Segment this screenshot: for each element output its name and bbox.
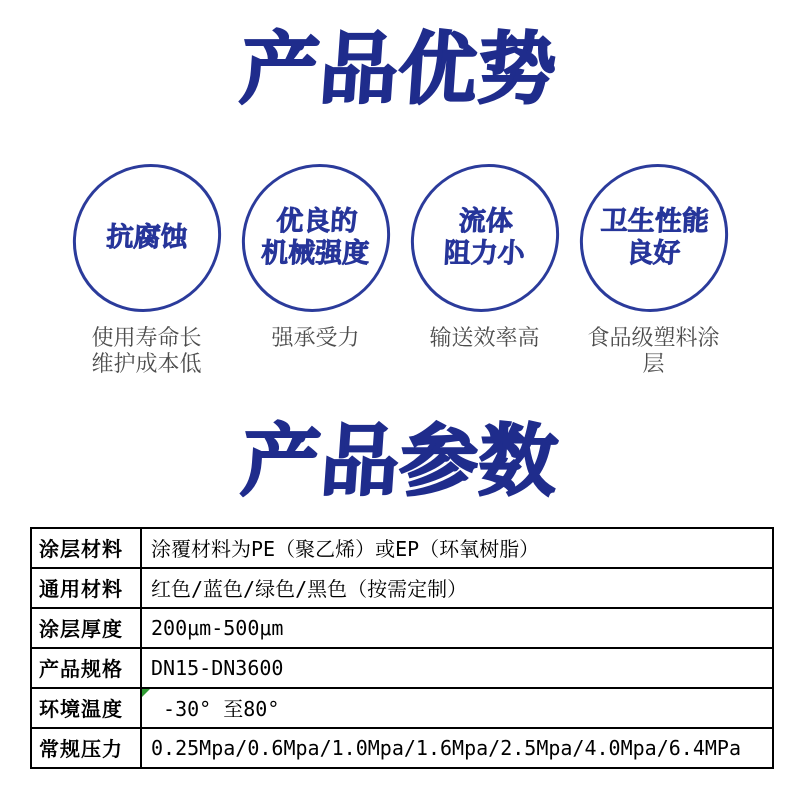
circle-label-line: 阻力小 [442, 238, 525, 268]
advantage-caption [578, 325, 730, 378]
row-value: 200μm-500μm [151, 615, 284, 640]
advantage-circle [576, 164, 732, 312]
caption-line: 食品级塑料涂层 [587, 325, 720, 377]
advantage-item-anticorrosion [71, 164, 223, 378]
caption-line: 输送效率高 [429, 325, 540, 350]
parameters-table [30, 527, 774, 769]
row-label-cell [31, 728, 141, 768]
advantage-item-mechanical-strength [240, 164, 392, 378]
caption-line: 维护成本低 [91, 351, 202, 377]
table-row-ambient-temperature [31, 688, 773, 728]
advantage-item-hygienic-performance [578, 164, 730, 378]
parameters-title: 产品参数 [238, 416, 562, 505]
advantage-circle [69, 164, 225, 312]
row-value: 红色/蓝色/绿色/黑色（按需定制） [151, 577, 468, 602]
table-row-standard-pressure [31, 728, 773, 768]
caption-line: 使用寿命长 [91, 325, 202, 350]
row-label-cell [31, 688, 141, 728]
advantage-caption [91, 325, 201, 378]
table-row-coating-material [31, 528, 773, 568]
row-label: 通用材料 [39, 579, 123, 602]
row-value-cell [141, 728, 773, 768]
table-row-common-material [31, 568, 773, 608]
advantages-title: 产品优势 [237, 25, 561, 113]
row-value: DN15-DN3600 [151, 655, 284, 680]
row-value-cell [141, 648, 773, 688]
table-row-coating-thickness [31, 608, 773, 648]
caption-line: 强承受力 [271, 325, 360, 350]
circle-label-line: 良好 [624, 238, 681, 268]
circle-label-line: 抗腐蚀 [105, 222, 188, 253]
circle-label-line: 机械强度 [259, 238, 370, 268]
advantage-caption [271, 325, 359, 351]
row-label: 涂层厚度 [39, 619, 123, 642]
row-label-cell [31, 608, 141, 648]
row-label-cell [31, 648, 141, 688]
advantages-row [0, 164, 800, 378]
circle-label-line: 优良的 [275, 206, 358, 237]
circle-label-line: 流体 [457, 206, 514, 237]
row-label-cell [31, 568, 141, 608]
advantage-circle [407, 164, 563, 312]
corner-triangle-icon [142, 689, 150, 697]
row-label: 环境温度 [39, 699, 123, 722]
circle-label-line: 卫生性能 [599, 206, 710, 237]
table-row-product-spec [31, 648, 773, 688]
row-value-cell [141, 528, 773, 568]
row-value-cell [141, 688, 773, 728]
row-label: 涂层材料 [39, 539, 123, 562]
advantage-item-low-fluid-resistance [409, 164, 561, 378]
row-value: 0.25Mpa/0.6Mpa/1.0Mpa/1.6Mpa/2.5Mpa/4.0Mpa/6.4MPa [151, 735, 742, 760]
advantage-circle [238, 164, 394, 312]
row-value: -30° 至80° [151, 697, 280, 722]
row-label-cell [31, 528, 141, 568]
advantage-caption [429, 325, 539, 351]
row-value-cell [141, 608, 773, 648]
row-label: 产品规格 [39, 659, 123, 682]
row-value-cell [141, 568, 773, 608]
row-value: 涂覆材料为PE（聚乙烯）或EP（环氧树脂） [151, 537, 540, 562]
row-label: 常规压力 [39, 739, 123, 762]
